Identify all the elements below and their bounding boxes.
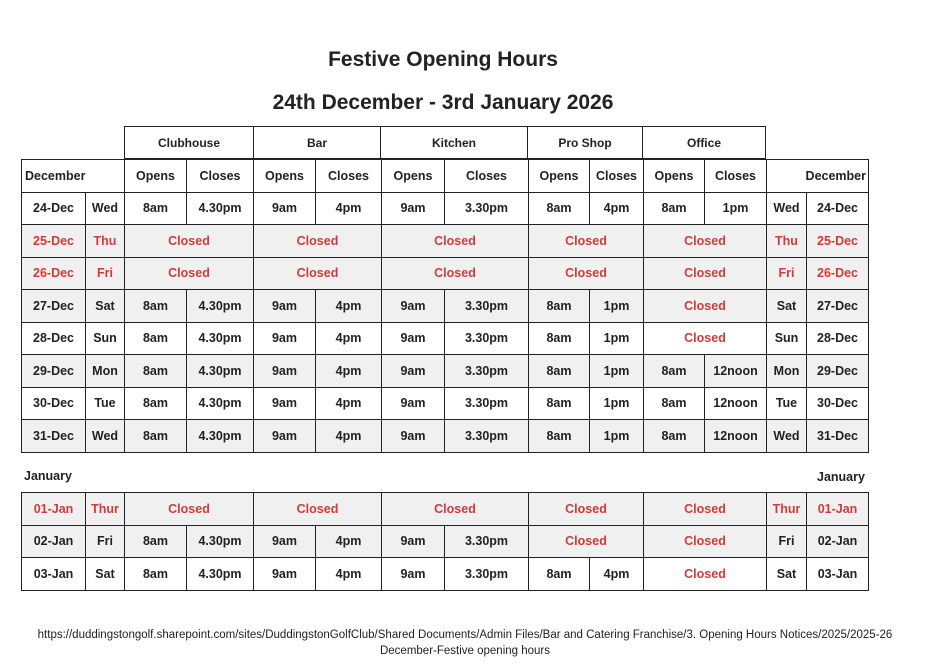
closes-cell-bar: 4pm [316, 192, 382, 225]
date-cell-right: 29-Dec [807, 355, 869, 388]
date-cell: 02-Jan [22, 525, 86, 558]
closes-cell-pro-shop: 4pm [590, 192, 644, 225]
closed-cell-office: Closed [644, 322, 767, 355]
date-cell-right: 26-Dec [807, 257, 869, 290]
day-cell: Thur [86, 493, 125, 526]
opens-cell-clubhouse: 8am [125, 420, 187, 453]
date-cell: 25-Dec [22, 225, 86, 258]
opens-cell-clubhouse: 8am [125, 355, 187, 388]
table-row [22, 525, 869, 558]
day-cell: Mon [86, 355, 125, 388]
opens-cell-kitchen: 9am [382, 420, 445, 453]
closed-cell-office: Closed [644, 558, 767, 591]
january-label-right: January [817, 470, 865, 484]
opens-cell-kitchen: 9am [382, 322, 445, 355]
closes-cell-clubhouse: 4.30pm [187, 420, 254, 453]
table-row [22, 420, 869, 453]
closes-cell-clubhouse: 4.30pm [187, 387, 254, 420]
opens-cell-clubhouse: 8am [125, 322, 187, 355]
opens-header-office: Opens [644, 160, 705, 193]
closes-header-pro-shop: Closes [590, 160, 644, 193]
closes-cell-bar: 4pm [316, 290, 382, 323]
date-cell: 24-Dec [22, 192, 86, 225]
table-row [22, 387, 869, 420]
closes-cell-pro-shop: 4pm [590, 558, 644, 591]
closes-cell-bar: 4pm [316, 420, 382, 453]
day-cell-right: Tue [767, 387, 807, 420]
footer-line-1: https://duddingstongolf.sharepoint.com/sites/DuddingstonGolfClub/Shared Documents/Admin Files/Bar and Catering Franchise/3. Opening Hours Notices/2025/2025-26 [37, 629, 893, 641]
closes-cell-bar: 4pm [316, 322, 382, 355]
date-cell-right: 24-Dec [807, 192, 869, 225]
opens-cell-bar: 9am [254, 290, 316, 323]
closed-cell-bar: Closed [254, 493, 382, 526]
closes-cell-office: 12noon [705, 355, 767, 388]
day-cell: Wed [86, 192, 125, 225]
opens-cell-clubhouse: 8am [125, 558, 187, 591]
venue-header-clubhouse: Clubhouse [125, 127, 254, 159]
closed-cell-bar: Closed [254, 257, 382, 290]
closes-cell-bar: 4pm [316, 355, 382, 388]
closes-cell-kitchen: 3.30pm [445, 525, 529, 558]
closed-cell-office: Closed [644, 290, 767, 323]
day-cell-right: Sun [767, 322, 807, 355]
opens-cell-kitchen: 9am [382, 558, 445, 591]
venue-header-table [124, 126, 766, 159]
opens-cell-bar: 9am [254, 420, 316, 453]
opens-cell-kitchen: 9am [382, 525, 445, 558]
table-row [22, 192, 869, 225]
day-cell: Sat [86, 558, 125, 591]
opens-header-clubhouse: Opens [125, 160, 187, 193]
date-cell: 03-Jan [22, 558, 86, 591]
closes-cell-office: 1pm [705, 192, 767, 225]
closed-cell-clubhouse: Closed [125, 493, 254, 526]
day-cell-right: Sat [767, 290, 807, 323]
closes-cell-pro-shop: 1pm [590, 420, 644, 453]
opens-cell-clubhouse: 8am [125, 192, 187, 225]
opens-cell-kitchen: 9am [382, 192, 445, 225]
closes-cell-bar: 4pm [316, 558, 382, 591]
opens-cell-clubhouse: 8am [125, 290, 187, 323]
date-cell-right: 30-Dec [807, 387, 869, 420]
opens-cell-pro-shop: 8am [529, 387, 590, 420]
table-row [22, 493, 869, 526]
opens-cell-office: 8am [644, 355, 705, 388]
day-cell-right: Thu [767, 225, 807, 258]
opens-header-bar: Opens [254, 160, 316, 193]
closed-cell-pro-shop: Closed [529, 493, 644, 526]
closes-cell-kitchen: 3.30pm [445, 290, 529, 323]
day-cell: Sun [86, 322, 125, 355]
footer-line-2: December-Festive opening hours [379, 645, 551, 657]
opens-cell-bar: 9am [254, 387, 316, 420]
closed-cell-kitchen: Closed [382, 225, 529, 258]
day-cell-right: Wed [767, 192, 807, 225]
closed-cell-pro-shop: Closed [529, 257, 644, 290]
closes-header-bar: Closes [316, 160, 382, 193]
closes-cell-kitchen: 3.30pm [445, 322, 529, 355]
december-table [21, 159, 869, 453]
opens-cell-clubhouse: 8am [125, 525, 187, 558]
opens-header-kitchen: Opens [382, 160, 445, 193]
date-cell: 30-Dec [22, 387, 86, 420]
opens-header-pro-shop: Opens [529, 160, 590, 193]
closes-header-office: Closes [705, 160, 767, 193]
closes-cell-office: 12noon [705, 387, 767, 420]
closes-cell-clubhouse: 4.30pm [187, 322, 254, 355]
closes-cell-kitchen: 3.30pm [445, 192, 529, 225]
date-cell-right: 01-Jan [807, 493, 869, 526]
opens-cell-office: 8am [644, 420, 705, 453]
closes-cell-office: 12noon [705, 420, 767, 453]
day-cell: Thu [86, 225, 125, 258]
opens-cell-pro-shop: 8am [529, 420, 590, 453]
closes-header-clubhouse: Closes [187, 160, 254, 193]
closes-cell-clubhouse: 4.30pm [187, 525, 254, 558]
opens-cell-pro-shop: 8am [529, 355, 590, 388]
opens-cell-kitchen: 9am [382, 355, 445, 388]
closes-cell-kitchen: 3.30pm [445, 558, 529, 591]
closed-cell-kitchen: Closed [382, 493, 529, 526]
opens-cell-kitchen: 9am [382, 290, 445, 323]
closes-cell-kitchen: 3.30pm [445, 420, 529, 453]
closed-cell-office: Closed [644, 493, 767, 526]
closes-cell-clubhouse: 4.30pm [187, 192, 254, 225]
closes-cell-kitchen: 3.30pm [445, 355, 529, 388]
day-cell: Sat [86, 290, 125, 323]
opens-cell-pro-shop: 8am [529, 322, 590, 355]
footer-path [0, 627, 930, 659]
closed-cell-office: Closed [644, 525, 767, 558]
closes-cell-bar: 4pm [316, 387, 382, 420]
opens-cell-kitchen: 9am [382, 387, 445, 420]
day-cell: Fri [86, 257, 125, 290]
date-cell: 01-Jan [22, 493, 86, 526]
day-cell-right: Sat [767, 558, 807, 591]
day-cell-right: Wed [767, 420, 807, 453]
day-cell-right: Fri [767, 257, 807, 290]
table-row [22, 225, 869, 258]
closes-cell-clubhouse: 4.30pm [187, 355, 254, 388]
day-cell-right: Fri [767, 525, 807, 558]
table-row [22, 322, 869, 355]
opens-cell-bar: 9am [254, 525, 316, 558]
closes-header-kitchen: Closes [445, 160, 529, 193]
opens-cell-bar: 9am [254, 192, 316, 225]
opens-cell-bar: 9am [254, 322, 316, 355]
date-cell-right: 31-Dec [807, 420, 869, 453]
closed-cell-office: Closed [644, 257, 767, 290]
closes-cell-pro-shop: 1pm [590, 355, 644, 388]
opens-cell-bar: 9am [254, 558, 316, 591]
closed-cell-clubhouse: Closed [125, 225, 254, 258]
date-cell-right: 27-Dec [807, 290, 869, 323]
closed-cell-bar: Closed [254, 225, 382, 258]
table-row [22, 257, 869, 290]
december-label-left: December [22, 160, 125, 193]
opens-cell-pro-shop: 8am [529, 192, 590, 225]
column-header-row [22, 160, 869, 193]
table-row [22, 558, 869, 591]
december-label-right: December [767, 160, 869, 193]
day-cell: Tue [86, 387, 125, 420]
date-cell-right: 02-Jan [807, 525, 869, 558]
closes-cell-kitchen: 3.30pm [445, 387, 529, 420]
closes-cell-clubhouse: 4.30pm [187, 558, 254, 591]
date-cell-right: 25-Dec [807, 225, 869, 258]
date-cell: 31-Dec [22, 420, 86, 453]
opens-cell-clubhouse: 8am [125, 387, 187, 420]
date-cell: 28-Dec [22, 322, 86, 355]
closed-cell-kitchen: Closed [382, 257, 529, 290]
day-cell: Fri [86, 525, 125, 558]
date-cell-right: 03-Jan [807, 558, 869, 591]
day-cell-right: Mon [767, 355, 807, 388]
venue-header-office: Office [643, 127, 766, 159]
table-row [22, 290, 869, 323]
january-table [21, 492, 869, 591]
closes-cell-clubhouse: 4.30pm [187, 290, 254, 323]
venue-header-bar: Bar [254, 127, 381, 159]
table-row [22, 355, 869, 388]
date-cell: 27-Dec [22, 290, 86, 323]
closes-cell-pro-shop: 1pm [590, 387, 644, 420]
january-label-left: January [24, 469, 72, 483]
opens-cell-office: 8am [644, 387, 705, 420]
opens-cell-pro-shop: 8am [529, 558, 590, 591]
closed-cell-pro-shop: Closed [529, 225, 644, 258]
closed-cell-office: Closed [644, 225, 767, 258]
date-cell-right: 28-Dec [807, 322, 869, 355]
date-cell: 26-Dec [22, 257, 86, 290]
closes-cell-bar: 4pm [316, 525, 382, 558]
page-title: Festive Opening Hours [328, 48, 558, 71]
page-subtitle: 24th December - 3rd January 2026 [272, 91, 614, 114]
opens-cell-bar: 9am [254, 355, 316, 388]
closed-cell-clubhouse: Closed [125, 257, 254, 290]
opens-cell-office: 8am [644, 192, 705, 225]
venue-header-kitchen: Kitchen [381, 127, 528, 159]
closed-cell-pro-shop: Closed [529, 525, 644, 558]
day-cell: Wed [86, 420, 125, 453]
day-cell-right: Thur [767, 493, 807, 526]
venue-header-pro-shop: Pro Shop [528, 127, 643, 159]
closes-cell-pro-shop: 1pm [590, 290, 644, 323]
date-cell: 29-Dec [22, 355, 86, 388]
opens-cell-pro-shop: 8am [529, 290, 590, 323]
closes-cell-pro-shop: 1pm [590, 322, 644, 355]
